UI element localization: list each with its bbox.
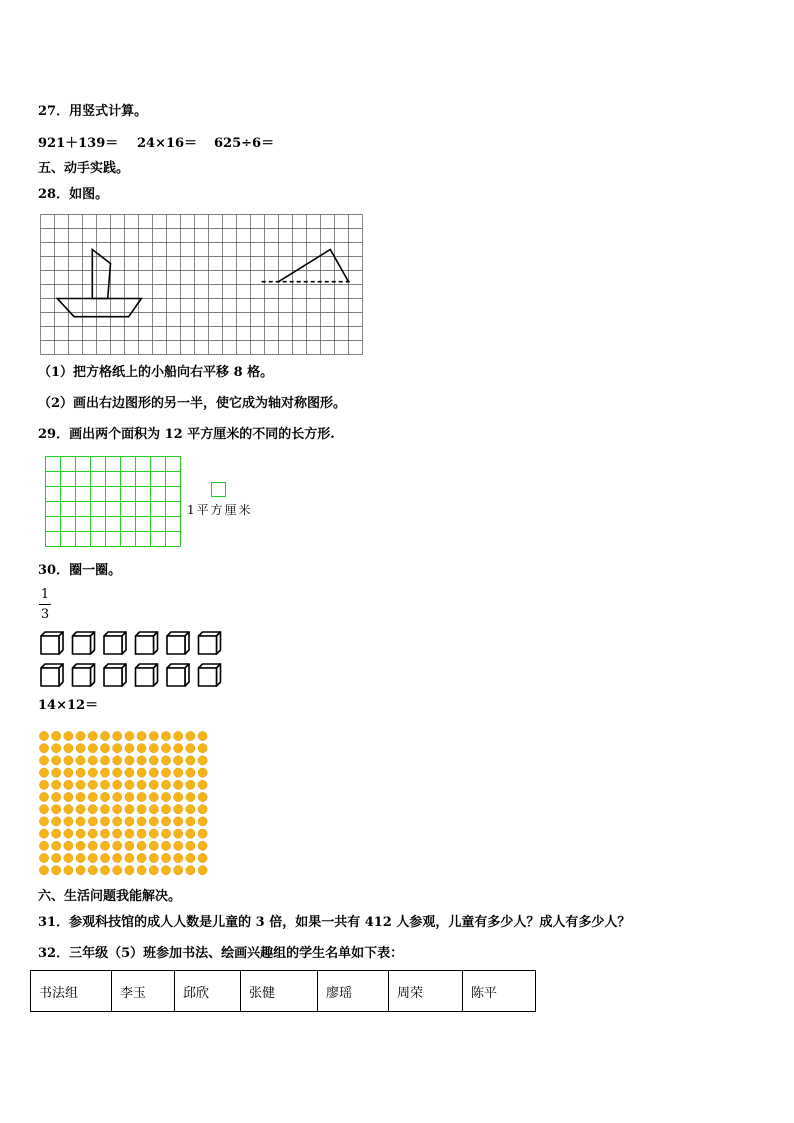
dot <box>174 744 183 753</box>
dot <box>125 780 134 789</box>
cubes-figure <box>40 631 230 689</box>
dot <box>52 756 61 765</box>
dot <box>88 780 97 789</box>
q30-title: 30．圈一圈。 <box>38 563 122 578</box>
dot <box>149 853 158 862</box>
dot <box>113 792 122 801</box>
dot <box>149 768 158 777</box>
dot <box>64 768 73 777</box>
dot <box>88 768 97 777</box>
dot <box>174 817 183 826</box>
dot <box>137 841 146 850</box>
dot <box>174 792 183 801</box>
dot <box>52 792 61 801</box>
dot <box>113 756 122 765</box>
dot <box>186 744 195 753</box>
dot <box>174 756 183 765</box>
dot <box>149 731 158 740</box>
dot <box>149 756 158 765</box>
dot <box>137 817 146 826</box>
dot <box>88 731 97 740</box>
dot <box>88 853 97 862</box>
dot <box>100 866 109 875</box>
dot <box>186 841 195 850</box>
dot <box>64 805 73 814</box>
dot <box>161 768 170 777</box>
fraction-denominator: 3 <box>40 607 50 622</box>
dot <box>198 829 207 838</box>
dot-array-figure <box>38 730 210 878</box>
dot <box>52 853 61 862</box>
dot <box>113 780 122 789</box>
dot <box>88 805 97 814</box>
dot <box>186 731 195 740</box>
dot <box>161 829 170 838</box>
dot <box>64 744 73 753</box>
dot <box>198 768 207 777</box>
cube-icon <box>167 632 189 654</box>
cube-icon <box>167 664 189 686</box>
dot <box>198 744 207 753</box>
dot <box>125 853 134 862</box>
cube-icon <box>104 632 126 654</box>
q27-item-3: 625÷6＝ <box>214 136 275 151</box>
cube-icon <box>104 664 126 686</box>
cube-icon <box>73 664 95 686</box>
unit-square-icon <box>211 482 226 497</box>
cube-icon <box>136 664 158 686</box>
dot <box>64 731 73 740</box>
dot <box>88 756 97 765</box>
dot <box>113 817 122 826</box>
cube-icon <box>199 664 221 686</box>
dot <box>113 829 122 838</box>
q27-title: 27．用竖式计算。 <box>38 104 148 119</box>
dot <box>174 841 183 850</box>
dot <box>88 744 97 753</box>
dot <box>113 731 122 740</box>
cube-icon <box>73 632 95 654</box>
table-cell: 书法组 <box>31 971 112 1012</box>
dot <box>39 853 48 862</box>
dot <box>137 805 146 814</box>
dot <box>198 817 207 826</box>
q27-item-2: 24×16＝ <box>137 136 198 151</box>
dot <box>88 866 97 875</box>
dot <box>76 817 85 826</box>
dot <box>52 780 61 789</box>
boat-sail <box>92 250 110 299</box>
q28-sub-1: （1）把方格纸上的小船向右平移 8 格。 <box>38 365 274 380</box>
dot <box>198 841 207 850</box>
dot <box>88 792 97 801</box>
dot <box>149 817 158 826</box>
q28-sub-2: （2）画出右边图形的另一半，使它成为轴对称图形。 <box>38 396 347 411</box>
dot <box>76 853 85 862</box>
dot <box>137 792 146 801</box>
dot <box>52 805 61 814</box>
q27-item-1: 921＋139＝ <box>38 136 119 151</box>
dot <box>198 756 207 765</box>
dot <box>39 780 48 789</box>
dot <box>198 853 207 862</box>
dot <box>198 792 207 801</box>
fraction-bar <box>39 604 51 605</box>
fraction-numerator: 1 <box>40 587 50 602</box>
dot <box>39 866 48 875</box>
dot <box>125 817 134 826</box>
dot <box>88 841 97 850</box>
dot <box>161 805 170 814</box>
dot <box>149 805 158 814</box>
dot <box>125 829 134 838</box>
dot <box>149 744 158 753</box>
dot <box>174 853 183 862</box>
dot <box>76 805 85 814</box>
dot <box>100 853 109 862</box>
dot <box>161 731 170 740</box>
q30-expression: 14×12＝ <box>38 698 99 713</box>
dot <box>149 866 158 875</box>
dot <box>39 792 48 801</box>
dot <box>100 780 109 789</box>
dot <box>64 792 73 801</box>
dot <box>64 866 73 875</box>
dot <box>76 768 85 777</box>
dot <box>100 805 109 814</box>
dot <box>174 768 183 777</box>
table-cell: 李玉 <box>112 971 175 1012</box>
table-cell: 周荣 <box>389 971 463 1012</box>
boat-hull <box>57 299 141 317</box>
dot <box>52 768 61 777</box>
dot <box>186 768 195 777</box>
dot <box>161 756 170 765</box>
dot <box>76 829 85 838</box>
dot <box>137 756 146 765</box>
dot <box>125 768 134 777</box>
dot <box>186 853 195 862</box>
dot <box>113 841 122 850</box>
dot <box>100 829 109 838</box>
table-cell: 张健 <box>241 971 318 1012</box>
dot <box>100 841 109 850</box>
dot <box>39 768 48 777</box>
dot <box>125 744 134 753</box>
cube-icon <box>136 632 158 654</box>
dot <box>52 817 61 826</box>
dot <box>39 829 48 838</box>
dot <box>88 829 97 838</box>
dot <box>174 780 183 789</box>
dot <box>149 780 158 789</box>
dot <box>100 817 109 826</box>
section-6-heading: 六、生活问题我能解决。 <box>38 889 182 904</box>
dot <box>100 792 109 801</box>
dot <box>64 756 73 765</box>
dot <box>149 841 158 850</box>
dot <box>39 731 48 740</box>
dot <box>137 744 146 753</box>
table-cell: 陈平 <box>463 971 536 1012</box>
dot <box>113 744 122 753</box>
boat-shape <box>57 250 141 317</box>
cube-icon <box>41 632 63 654</box>
dot <box>174 866 183 875</box>
unit-square-label: 1平方厘米 <box>187 503 253 517</box>
dot <box>113 805 122 814</box>
section-5-heading: 五、动手实践。 <box>38 161 130 176</box>
dot <box>161 817 170 826</box>
green-square-grid <box>45 456 182 548</box>
dot <box>100 768 109 777</box>
dot <box>52 866 61 875</box>
dot <box>64 780 73 789</box>
table-row <box>31 971 536 1012</box>
dot <box>137 866 146 875</box>
dot <box>52 744 61 753</box>
dot <box>174 805 183 814</box>
dot <box>76 866 85 875</box>
dot <box>100 731 109 740</box>
dot <box>174 731 183 740</box>
dot <box>125 841 134 850</box>
dot <box>64 853 73 862</box>
dot <box>100 756 109 765</box>
dot <box>125 756 134 765</box>
student-name-table <box>30 970 536 1012</box>
dot <box>198 805 207 814</box>
dot <box>125 866 134 875</box>
dot <box>76 756 85 765</box>
q28-title: 28．如图。 <box>38 187 109 202</box>
table-cell: 廖瑶 <box>318 971 389 1012</box>
dot <box>39 841 48 850</box>
dot <box>149 829 158 838</box>
dot <box>137 780 146 789</box>
dot <box>186 756 195 765</box>
dot <box>186 780 195 789</box>
dot <box>198 866 207 875</box>
dot <box>198 780 207 789</box>
dot <box>76 841 85 850</box>
dot <box>39 817 48 826</box>
dot <box>64 841 73 850</box>
dot <box>52 841 61 850</box>
dot <box>137 768 146 777</box>
dot <box>113 768 122 777</box>
dot <box>198 731 207 740</box>
dot <box>161 853 170 862</box>
dot <box>39 744 48 753</box>
dot <box>137 853 146 862</box>
dot <box>52 731 61 740</box>
dot <box>52 829 61 838</box>
dot <box>161 866 170 875</box>
dot <box>64 829 73 838</box>
dot <box>186 805 195 814</box>
dot <box>137 731 146 740</box>
dot <box>161 780 170 789</box>
dot <box>186 792 195 801</box>
dot <box>149 792 158 801</box>
dot <box>76 792 85 801</box>
dot <box>88 817 97 826</box>
dot <box>125 792 134 801</box>
dot <box>161 792 170 801</box>
dot <box>39 805 48 814</box>
dot <box>39 756 48 765</box>
dot <box>113 866 122 875</box>
dot <box>64 817 73 826</box>
dot <box>186 817 195 826</box>
dot <box>125 805 134 814</box>
dot <box>100 744 109 753</box>
dot <box>113 853 122 862</box>
dot <box>161 841 170 850</box>
dot <box>186 866 195 875</box>
dot <box>76 744 85 753</box>
table-cell: 邱欣 <box>175 971 241 1012</box>
dot <box>125 731 134 740</box>
cube-icon <box>199 632 221 654</box>
dot <box>186 829 195 838</box>
q29-title: 29．画出两个面积为 12 平方厘米的不同的长方形. <box>38 427 335 442</box>
square-grid-figure <box>40 214 364 354</box>
cube-icon <box>41 664 63 686</box>
dot <box>161 744 170 753</box>
dot <box>76 731 85 740</box>
dot <box>174 829 183 838</box>
dot <box>76 780 85 789</box>
q31-title: 31．参观科技馆的成人人数是儿童的 3 倍，如果一共有 412 人参观，儿童有多少人？成人有多少人？ <box>38 915 631 930</box>
dot <box>137 829 146 838</box>
q32-title: 32．三年级（5）班参加书法、绘画兴趣组的学生名单如下表： <box>38 946 404 961</box>
